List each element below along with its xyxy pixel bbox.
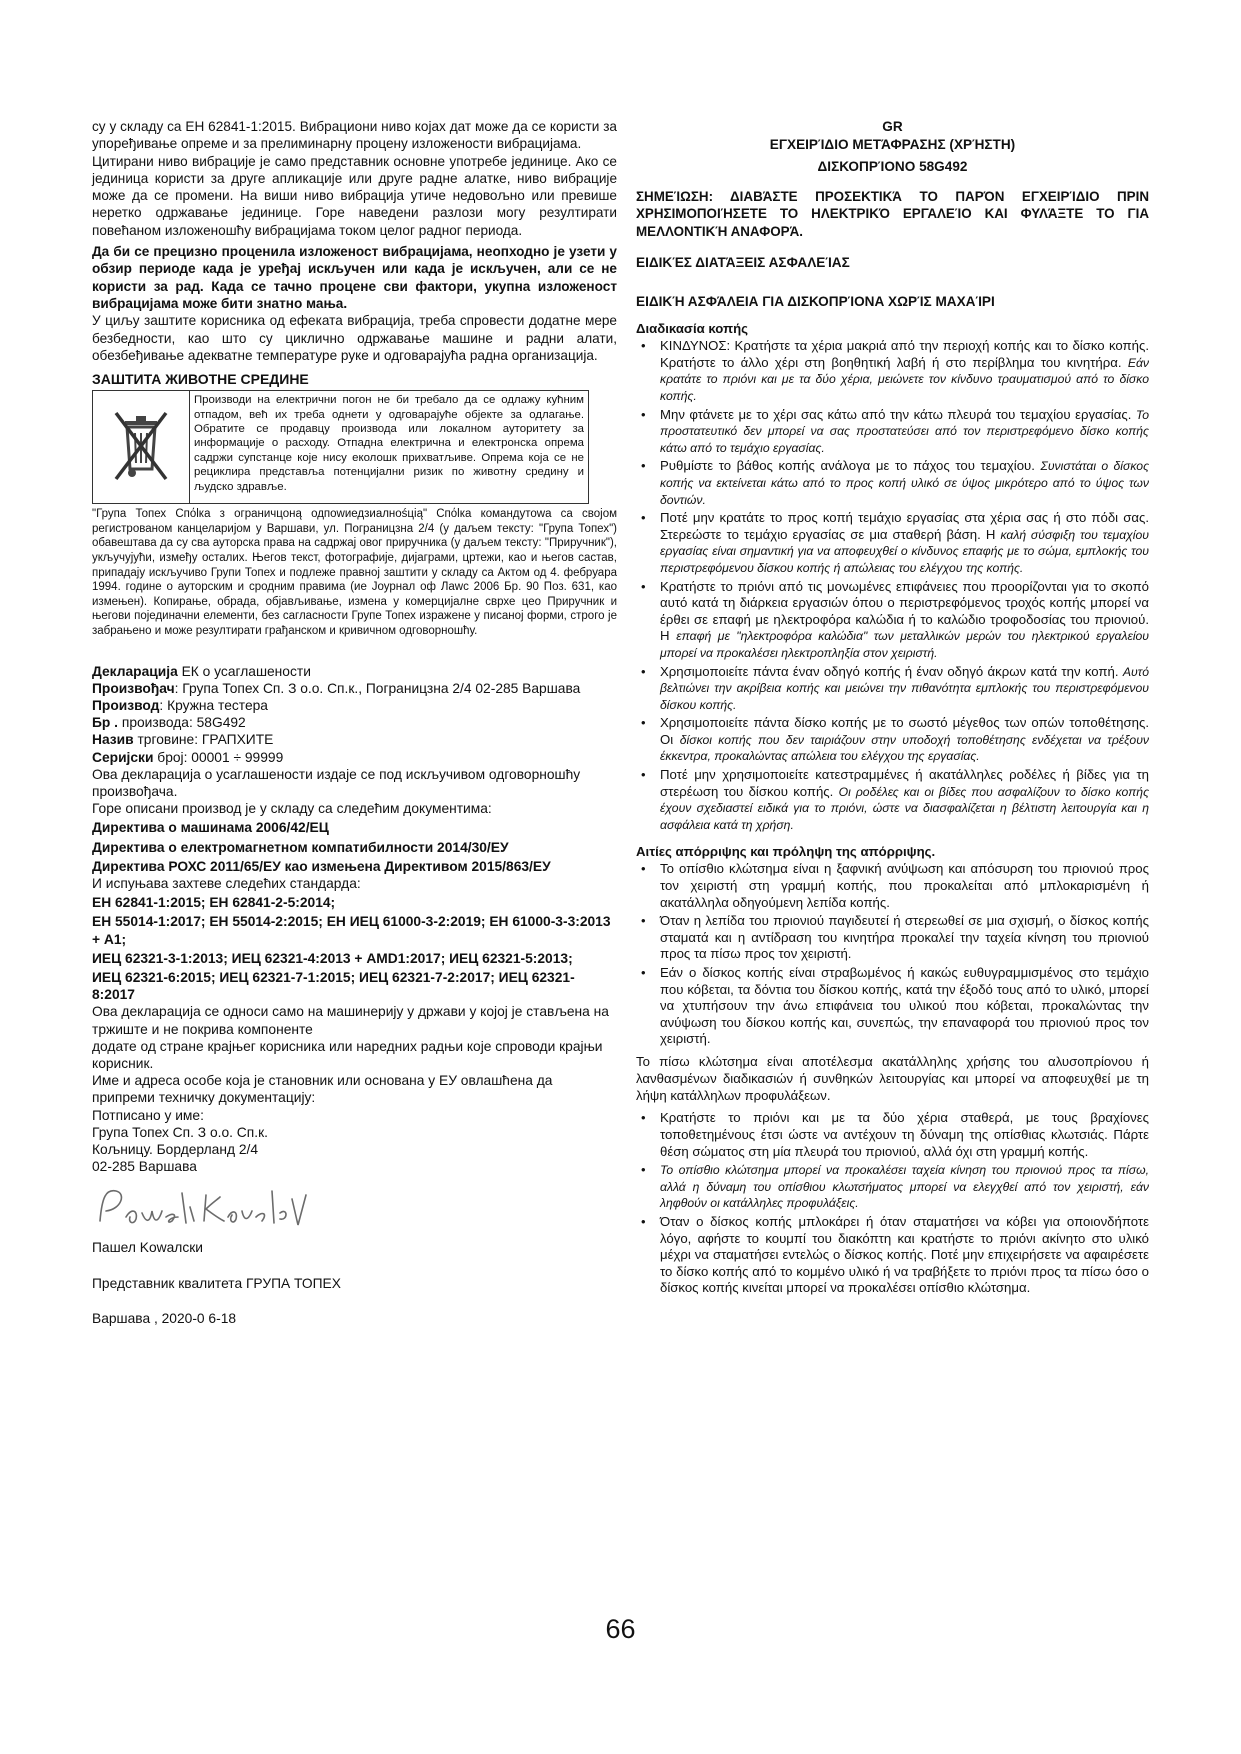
vibration-paragraph-4: У циљу заштите корисника од ефеката вибрација, треба спровести додатне мере безбедности, као што су циклично одржавање машине и радни алати, обезбеђивање адекватне температуре руке и одговарајућа радна организација. <box>92 313 617 363</box>
vibration-paragraph-2: Цитирани ниво вибрације је само представник основне употребе јединице. Ако се јединица користи за друге апликације или друге радне алатке, ниво вибрације може да се промени. На виши ниво вибрација утиче недовољно или превише неретко одржавање јединице. Горе наведени разлози могу резултирати повећаном изложеношћу вибрацијама током целог радног периода. <box>92 153 617 238</box>
environment-text: Производи на електрични погон не би требало да се одлажу кућним отпадом, већ их треба однети у одговарајуће објекте за одлагање. Обратите се продавцу производа или локалном ауторитету за информације о расходу. Отпадна електрична и електронска опрема садржи супстанце које нису еколошк прихватљиве. Опрема која се не рециклира представља потенцијални ризик по животну средину и људско здравље. <box>194 394 584 493</box>
list-item: • Ρυθμίστε το βάθος κοπής ανάλογα με το πάχος του τεμαχίου. Συνιστάται ο δίσκος κοπής να εκτείνεται κάτω από το προς κοπή υλικό σε ύψος μικρότερο από το ύψος των δοντιών. <box>636 458 1149 508</box>
crossed-bin-icon <box>93 391 190 503</box>
kickback-heading: Αιτίες απόρριψης και πρόληψη της απόρριψης. <box>636 844 936 860</box>
environment-heading: ЗАШТИТА ЖИВОТНЕ СРЕДИНЕ <box>92 371 309 388</box>
kickback-prevention-list <box>636 1110 1149 1297</box>
list-item: • Ποτέ μην χρησιμοποιείτε κατεστραμμένες ή ακατάλληλες ροδέλες ή βίδες για τη στερέωση του δίσκου κοπής. Οι ροδέλες και οι βίδες που ασφαλίζουν το δίσκο κοπής έχουν σχεδιαστεί ειδικά για το πριόνι, ώστε να διασφαλίζεται η βέλτιστη λειτουργία και η ασφάλεια κατά τη χρήση. <box>636 767 1149 833</box>
read-manual-warning: ΣΗΜΕΊΩΣΗ: ΔΙΑΒΆΣΤΕ ΠΡΟΣΕΚΤΙΚΆ ΤΟ ΠΑΡΌΝ ΕΓΧΕΙΡΊΔΙΟ ΠΡΙΝ ΧΡΗΣΙΜΟΠΟΙΉΣΕΤΕ ΤΟ ΗΛΕΚΤΡΙΚΌ ΕΡΓΑΛΕΊΟ ΚΑΙ ΦΥΛΆΞΤΕ ΤΟ ΓΙΑ ΜΕΛΛΟΝΤΙΚΉ ΑΝΑΦΟΡΆ. <box>636 189 1149 239</box>
list-item: • Χρησιμοποιείτε πάντα έναν οδηγό κοπής ή έναν οδηγό άκρων κατά την κοπή. Αυτό βελτιώνει την ακρίβεια κοπής και μειώνει την πιθανότητα εμπλοκής του περιστρεφόμενου δίσκου κοπής. <box>636 664 1149 714</box>
product-title: ΔΙΣΚΟΠΡΊΟΝΟ 58G492 <box>817 159 968 174</box>
right-column <box>636 118 1149 1299</box>
environment-box <box>92 390 589 504</box>
page-number: 66 <box>605 1614 636 1644</box>
list-item: • Όταν ο δίσκος κοπής μπλοκάρει ή όταν σταματήσει να κόβει για οποιονδήποτε λόγο, αφήστε το κουμπί του διακόπτη και κρατήστε το πριόνι ακίνητο στο υλικό μέχρι να σταματήσει εντελώς ο δίσκος κοπής. Ποτέ μην επιχειρήσετε να αφαιρέσετε το δίσκο κοπής από το κομμένο υλικό ή να τραβήξετε το πριόνι προς τα πίσω όσο ο δίσκος κοπής κινείται μπορεί να προκαλέσει οπίσθιο κλώτσημα. <box>636 1214 1149 1297</box>
list-item: • Ποτέ μην κρατάτε το προς κοπή τεμάχιο εργασίας στα χέρια σας ή στο πόδι σας. Στερεώστε το τεμάχιο εργασίας σε μια σταθερή βάση. Η καλή σύσφιξη του τεμαχίου εργασίας είναι σημαντική για να αποφευχθεί ο κίνδυνος επαφής με το σώμα, εμπλοκής του περιστρεφόμενου δίσκου κοπής ή απώλειας του ελέγχου της κοπής. <box>636 510 1149 576</box>
ec-declaration: Декларација ЕК о усаглашености Произвођач: Група Топех Сп. З о.о. Сп.к., Пограницзна 2/4 02-285 Варшава Производ: Кружна тестера Бр . производа: 58G492 Назив трговине: ГРАПХИТЕ Серијски број: 00001 ÷ 99999 Ова декларација о усаглашености издаје се под искључивом одговорношћу произвођача. Горе описани производ је у складу са следећим документима: Директива о машинама 2006/42/ЕЦ Директива о електромагнетном компатибилности 2014/30/ЕУ Директива РОХС 2011/65/ЕУ као измењена Директивом 2015/863/ЕУ И испуњава захтеве следећих стандарда: ЕН 62841-1:2015; ЕН 62841-2-5:2014; ЕН 55014-1:2017; ЕН 55014-2:2015; ЕН ИЕЦ 61000-3-2:2019; ЕН 61000-3-3:2013 + А1; ИЕЦ 62321-3-1:2013; ИЕЦ 62321-4:2013 + АМD1:2017; ИЕЦ 62321-5:2013; ИЕЦ 62321-6:2015; ИЕЦ 62321-7-1:2015; ИЕЦ 62321-7-2:2017; ИЕЦ 62321-8:2017 Ова декларација се односи само на машинерију у држави у којој је стављена на тржиште и не покрива компоненте додате од стране крајњег корисника или наредних радњи које спроводи крајњи корисник. Име и адреса особе која је становник или основана у ЕУ овлашћена да припреми техничку документацију: Потписано у име: Група Топех Сп. З о.о. Сп.к. Кољницу. Бордерланд 2/4 02-285 Варшава Пашел Kowалски Представник квалитета ГРУПА ТОПЕХ Варшава , 2020-0 6-18 <box>92 663 617 1328</box>
list-item: • Εάν ο δίσκος κοπής είναι στραβωμένος ή κακώς ευθυγραμμισμένος στο τεμάχιο που κόβεται, τα δόντια του δίσκου κοπής, κατά την έξοδό τους από το υλικό, μπορεί να χτυπήσουν την άνω επιφάνεια του υλικού που κόβεται, προκαλώντας την ανύψωση του δίσκου κοπής και, συνεπώς, την επαναφορά του πριονιού προς τον χειριστή. <box>636 965 1149 1048</box>
signature <box>92 1177 617 1239</box>
list-item: • Κρατήστε το πριόνι και με τα δύο χέρια σταθερά, με τους βραχίονες τοποθετημένους έτσι ώστε να αντέχουν τη δύναμη της οπίσθιας κλωτσιάς. Πάρτε θέση σώματος στη μία πλευρά του πριονιού, αλλά όχι στη γραμμή κοπής. <box>636 1110 1149 1160</box>
saw-safety-heading: ΕΙΔΙΚΉ ΑΣΦΆΛΕΙΑ ΓΙΑ ΔΙΣΚΟΠΡΊΟΝΑ ΧΩΡΊΣ ΜΑΧΑΊΡΙ <box>636 294 995 310</box>
list-item: • Το οπίσθιο κλώτσημα είναι η ξαφνική ανύψωση και απόσυρση του πριονιού προς τον χειριστή στη γραμμή κοπής, που προκαλείται από μπλοκαρισμένη ή ακατάλληλα οδηγούμενη λεπίδα κοπής. <box>636 861 1149 911</box>
list-item: • ΚΙΝΔΥΝΟΣ: Κρατήστε τα χέρια μακριά από την περιοχή κοπής και το δίσκο κοπής. Κρατήστε το άλλο χέρι στη βοηθητική λαβή ή στο περίβλημα του κινητήρα. Εάν κρατάτε το πριόνι και με τα δύο χέρια, μειώνετε τον κίνδυνο τραυματισμού από το δίσκο κοπής. <box>636 338 1149 404</box>
language-code: GR <box>882 119 903 134</box>
list-item: • Κρατήστε το πριόνι από τις μονωμένες επιφάνειες που προορίζονται για το σκοπό αυτό κατά τη διάρκεια εργασιών όπου ο περιστρεφόμενος τροχός κοπής μπορεί να έρθει σε επαφή με ηλεκτροφόρα καλώδια ή το καλώδιο τροφοδοσίας του πριονιού. Η επαφή με "ηλεκτροφόρα καλώδια" των μεταλλικών μερών του ηλεκτρικού εργαλείου μπορεί να προκαλέσει ηλεκτροπληξία στον χειριστή. <box>636 579 1149 662</box>
safety-heading: ΕΙΔΙΚΈΣ ΔΙΑΤΆΞΕΙΣ ΑΣΦΑΛΕΊΑΣ <box>636 255 850 271</box>
left-column <box>92 118 617 1327</box>
kickback-causes-list <box>636 861 1149 1048</box>
list-item: • Χρησιμοποιείτε πάντα δίσκο κοπής με το σωστό μέγεθος των οπών τοποθέτησης. Οι δίσκοι κοπής που δεν ταιριάζουν στην υποδοχή τοποθέτησης ενδέχεται να τρέξουν έκκεντρα, προκαλώντας απώλεια του ελέγχου της εργασίας. <box>636 715 1149 765</box>
manual-title: ΕΓΧΕΙΡΊΔΙΟ ΜΕΤΆΦΡΑΣΗΣ (ΧΡΉΣΤΗ) <box>769 137 1016 152</box>
vibration-paragraph-1: су у складу са ЕН 62841-1:2015. Вибрациони ниво којax дат може да се користи за упоређивање опреме и за прелиминарну процену изложености вибрацијама. <box>92 119 617 152</box>
list-item: • Όταν η λεπίδα του πριονιού παγιδευτεί ή στερεωθεί σε μια σχισμή, ο δίσκος κοπής σταματά και η αντίδραση του κινητήρα προκαλεί την ταχεία κίνηση του πριονιού προς τα πίσω προς τον χειριστή. <box>636 913 1149 963</box>
vibration-bold-paragraph: Да би се прецизно проценила изложеност вибрацијама, неопходно је узети у обзир периоде када је уређај искључен или када је искључен, али се не користи за рад. Када се тачно процене сви фактори, укупна изложеност вибрацијама може бити знатно мања. <box>92 244 617 311</box>
kickback-paragraph: Το πίσω κλώτσημα είναι αποτέλεσμα ακατάλληλης χρήσης του αλυσοπρίονου ή λανθασμένων διαδικασιών ή συνθηκών λειτουργίας και μπορεί να αποφευχθεί με τη λήψη κατάλληλων προφυλάξεων. <box>636 1053 1149 1103</box>
list-item: • Το οπίσθιο κλώτσημα μπορεί να προκαλέσει ταχεία κίνηση του πριονιού προς τα πίσω, αλλά η δύναμη του οπίσθιου κλωτσήματος μπορεί να ελεγχθεί από τον χειριστή, εάν ληφθούν οι κατάλληλες προφυλάξεις. <box>636 1162 1149 1212</box>
list-item: • Μην φτάνετε με το χέρι σας κάτω από την κάτω πλευρά του τεμαχίου εργασίας. Το προστατευτικό δεν μπορεί να σας προστατεύσει από τον περιστρεφόμενο δίσκο κοπής κάτω από το τεμάχιο εργασίας. <box>636 407 1149 457</box>
copyright-notice: "Група Топех Спόlка з ограничцонą одпоwиедзиалноśцią" Спόlка командутоwа са својом регистрованом канцеларијом у Варшави, ул. Пограницзна 2/4 (у даљем тексту: "Група Топех") обавештава да су сва ауторска права на садржај овог приручника (у даљем тексту: "Приручник"), укључујући, између осталих. Његов текст, фотографије, дијаграми, цртежи, као и његов састав, припадају искључиво Групи Топех и подлеже правној заштити у складу са Актом од 4. фебруара 1994. године о ауторским и сродним правима (ие Јоурнал оф Лаwс 2006 Бр. 90 Поз. 631, као измењен). Копирање, обрада, објављивање, измена у комерцијалне сврхе цео Приручник и његови појединачни елементи, без сагласности Групе Топех изражене у писаној форми, строго је забрањено и може резултирати грађанском и кривичном одговорношћу. <box>92 508 617 637</box>
cutting-procedure-list <box>636 338 1149 833</box>
cutting-procedure-heading: Διαδικασία κοπής <box>636 321 749 337</box>
